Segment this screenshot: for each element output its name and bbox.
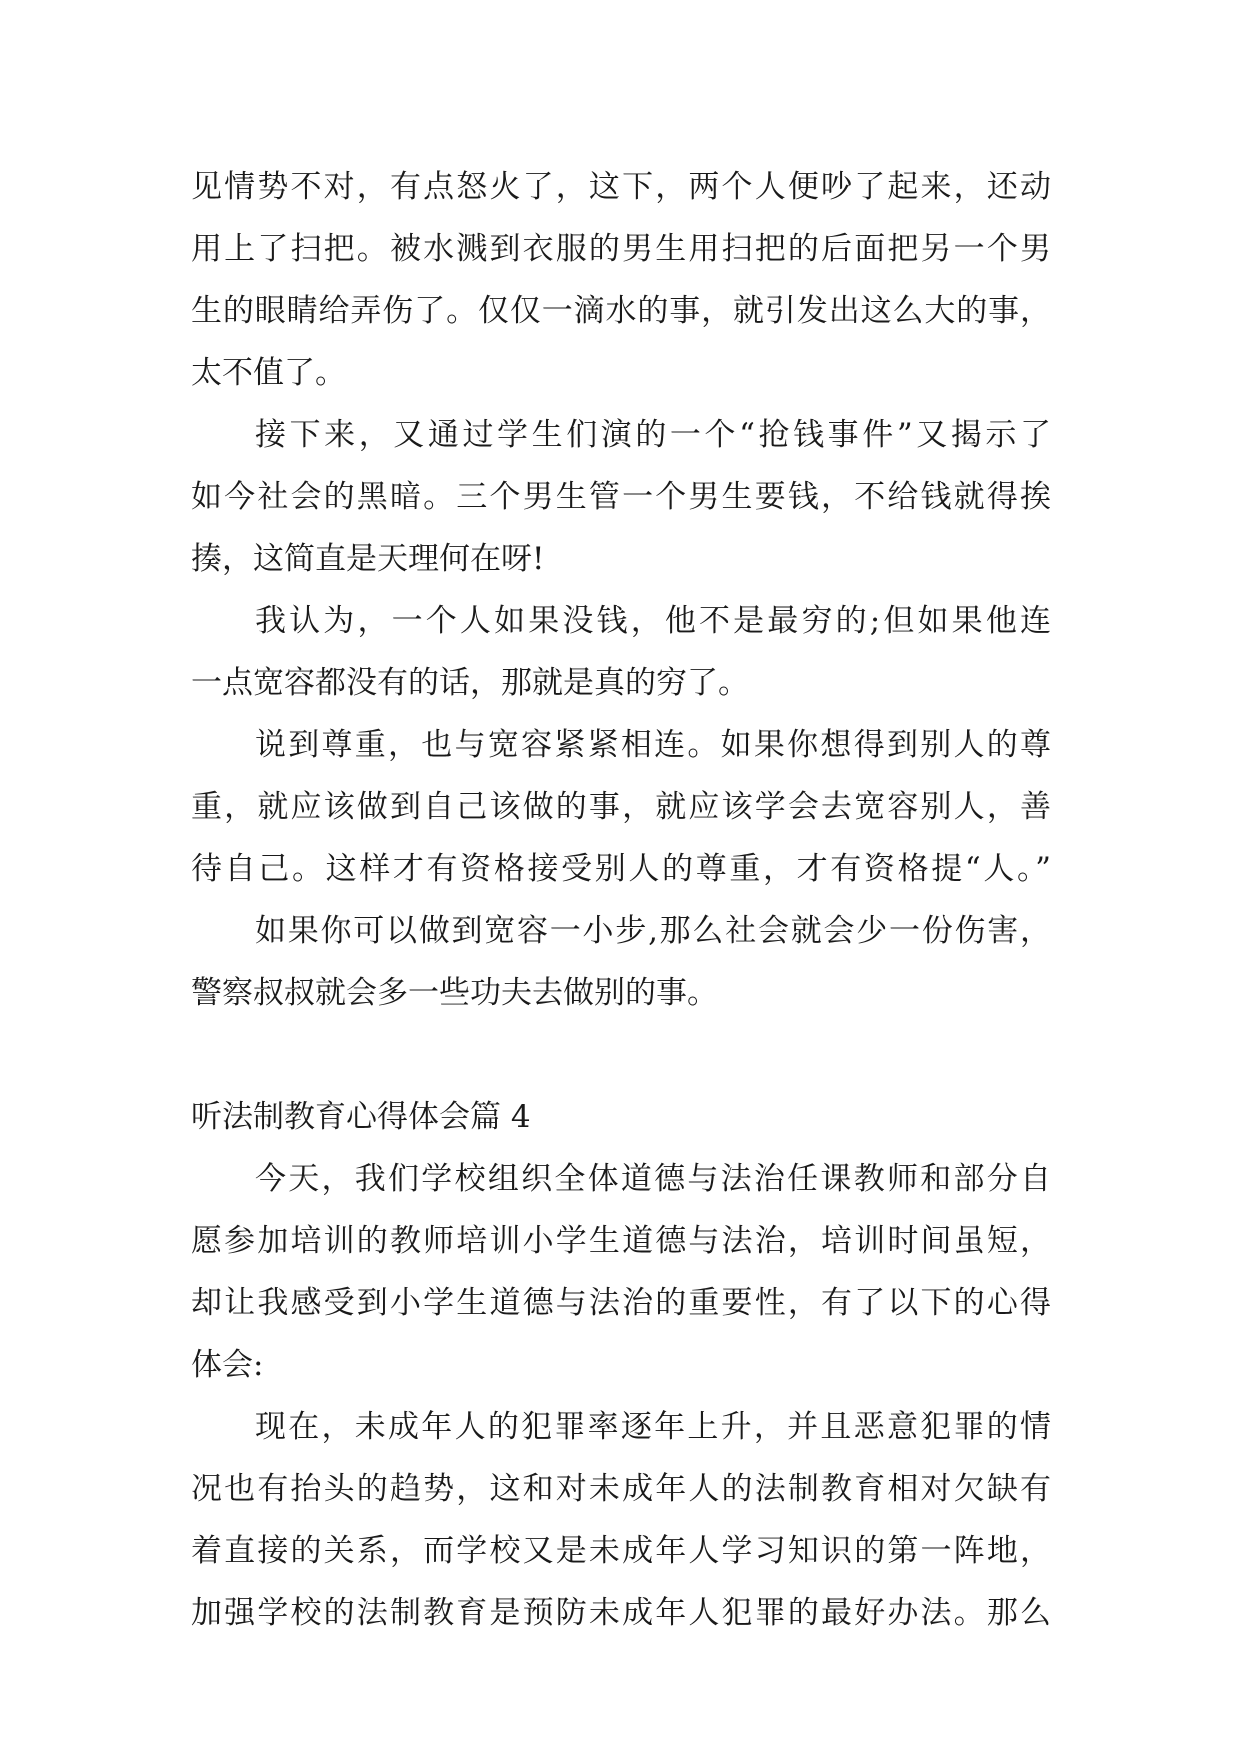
text-line: 接下来，又通过学生们演的一个“抢钱事件”又揭示了: [255, 417, 1051, 453]
paragraph: [191, 1396, 1051, 1644]
text-line: 见情势不对，有点怒火了，这下，两个人便吵了起来，还动: [191, 169, 1051, 205]
text-line: 体会:: [191, 1347, 264, 1383]
spacer: [191, 1024, 1051, 1086]
text-line: 生的眼睛给弄伤了。仅仅一滴水的事，就引发出这么大的事，: [191, 293, 1051, 329]
text-line: 待自己。这样才有资格接受别人的尊重，才有资格提“人。”: [191, 851, 1051, 887]
text-line: 况也有抬头的趋势，这和对未成年人的法制教育相对欠缺有: [191, 1471, 1051, 1507]
text-line: 用上了扫把。被水溅到衣服的男生用扫把的后面把另一个男: [191, 231, 1051, 267]
paragraph: [191, 156, 1051, 404]
paragraph: [191, 714, 1051, 900]
text-line: 愿参加培训的教师培训小学生道德与法治，培训时间虽短，: [191, 1223, 1051, 1259]
document-page: [191, 156, 1051, 1644]
text-line: 加强学校的法制教育是预防未成年人犯罪的最好办法。那么: [191, 1595, 1051, 1631]
text-line: 揍，这简直是天理何在呀!: [191, 541, 545, 577]
text-line: 却让我感受到小学生道德与法治的重要性，有了以下的心得: [191, 1285, 1051, 1321]
text-line: 今天，我们学校组织全体道德与法治任课教师和部分自: [255, 1161, 1051, 1197]
text-line: 我认为，一个人如果没钱，他不是最穷的;但如果他连: [255, 603, 1051, 639]
text-line: 如今社会的黑暗。三个男生管一个男生要钱，不给钱就得挨: [191, 479, 1051, 515]
paragraph: [191, 590, 1051, 714]
text-line: 说到尊重，也与宽容紧紧相连。如果你想得到别人的尊: [255, 727, 1051, 763]
paragraph: [191, 900, 1051, 1024]
text-line: 着直接的关系，而学校又是未成年人学习知识的第一阵地，: [191, 1533, 1051, 1569]
section-heading: 听法制教育心得体会篇 4: [191, 1099, 531, 1135]
text-line: 一点宽容都没有的话，那就是真的穷了。: [191, 665, 749, 701]
paragraph: [191, 1148, 1051, 1396]
text-line: 重，就应该做到自己该做的事，就应该学会去宽容别人，善: [191, 789, 1051, 825]
paragraph: [191, 404, 1051, 590]
text-line: 如果你可以做到宽容一小步,那么社会就会少一份伤害，: [255, 913, 1051, 949]
text-line: 警察叔叔就会多一些功夫去做别的事。: [191, 975, 718, 1011]
text-line: 现在，未成年人的犯罪率逐年上升，并且恶意犯罪的情: [255, 1409, 1051, 1445]
text-line: 太不值了。: [191, 355, 346, 391]
